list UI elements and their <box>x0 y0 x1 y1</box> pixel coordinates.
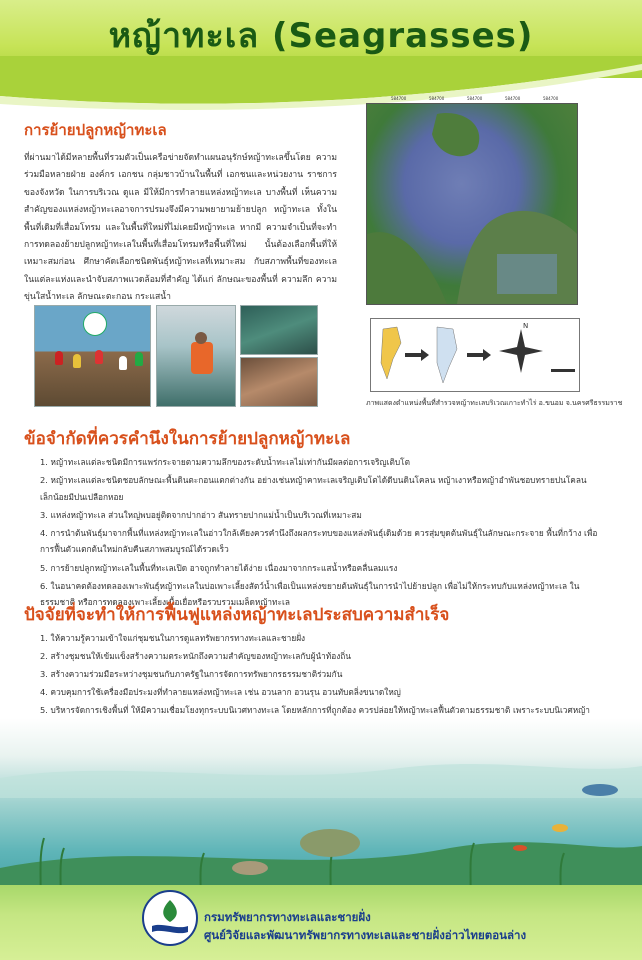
satellite-map <box>366 103 578 305</box>
list-item: 2. หญ้าทะเลแต่ละชนิดชอบลักษณะพื้นดินตะกอนแตกต่างกัน อย่างเช่นหญ้าคาทะเลเจริญเติบโตได้ดีบนดินโคลน หญ้าเงาหรือหญ้าอำพันชอบทรายปนโคลน เล็กน้อยมีปนเปลือกหอย <box>40 475 587 502</box>
location-inset-map <box>370 318 580 392</box>
list-item: 3. แหล่งหญ้าทะเล ส่วนใหญ่พบอยู่ติดจากปากอ่าว สันทรายปากแม่น้ำเป็นบริเวณที่เหมาะสม <box>40 509 362 520</box>
map-tick-label: 584700 <box>391 96 407 101</box>
list-item: 5. บริหารจัดการเชิงพื้นที่ ให้มีความเชื่อมโยงทุกระบบนิเวศทางทะเล โดยหลักการที่ถูกต้อง ควรปล่อยให้หญ้าทะเลฟื้นตัวตามธรรมชาติ เพราะระบบนิเวศหญ้า <box>40 705 590 716</box>
turtle-shape <box>300 829 360 857</box>
map-tick-label: 584700 <box>467 96 483 101</box>
section-heading-success-factors: ปัจจัยที่จะทำให้การฟื้นฟูแหล่งหญ้าทะเลประสบความสำเร็จ <box>24 605 450 625</box>
list-item: 4. ควบคุมการใช้เครื่องมือประมงที่ทำลายแหล่งหญ้าทะเล เช่น อวนลาก อวนรุน อวนทับตลิ่งขนาดใหญ่ <box>40 687 401 698</box>
dolphin-shape <box>582 784 618 796</box>
department-logo <box>142 890 198 946</box>
section-heading-transplant: การย้ายปลูกหญ้าทะเล <box>24 121 167 139</box>
org-name-line2: ศูนย์วิจัยและพัฒนาทรัพยากรทางทะเลและชายฝั่งอ่าวไทยตอนล่าง <box>204 928 527 942</box>
seagrass-bed-photo <box>240 305 318 355</box>
seagrass-in-hand-photo <box>240 357 318 407</box>
transplant-paragraph: ที่ผ่านมาได้มีหลายพื้นที่รวมตัวเป็นเครือข่ายจัดทำแผนอนุรักษ์หญ้าทะเลขึ้นโดย ความร่วมมือหลายฝ่าย องค์กร เอกชน กลุ่มชาวบ้านในพื้นที่ เอกชนและหน่วยงาน ราชการของจังหวัด ในการบริเวณ ดูแล มีให้มีการทำลายแหล่งหญ้าทะเล บางพื้นที่ เห็นความสำคัญของแหล่งหญ้าทะเลอาจการปรมงจึงมีความพยายามย้ายปลูก หญ้าทะเล ทั้งในพื้นที่เดิมที่เสื่อมโทรม และในพื้นที่ใหม่ที่ไม่เคยมีหญ้าทะเล หากมี ความจำเป็นที่จะทำ การทดลองย้ายปลูกหญ้าทะเลในพื้นที่เสื่อมโทรมหรือพื้นที่ใหม่ นั้นต้องเลือกพื้นที่ให้เหมาะสมก่อน ศึกษาคัดเลือกชนิดพันธุ์หญ้าทะเลที่เหมาะสม กับสภาพพื้นที่ของทะเล ในแต่ละแห่งและนำจับสภาพแวดล้อมที่สำคัญ ได้แก่ ลักษณะของพื้นที่ ความลึก ความขุ่นใสน้ำทะเล ลักษณะตะกอน กระแสน้ำ <box>24 153 337 303</box>
page-title: หญ้าทะเล (Seagrasses) <box>108 16 534 56</box>
map-tick-label: 584700 <box>505 96 521 101</box>
list-item: 5. การย้ายปลูกหญ้าทะเลในพื้นที่ทะเลเปิด อาจถูกทำลายได้ง่าย เนื่องมาจากกระแสน้ำหรือคลื่นลมแรง <box>40 562 398 573</box>
underwater-scene-illustration <box>0 718 642 908</box>
map-tick-label: 584700 <box>429 96 445 101</box>
section-heading-limitations: ข้อจำกัดที่ควรคำนึงในการย้ายปลูกหญ้าทะเล <box>24 429 351 449</box>
list-item: 4. การนำต้นพันธุ์มาจากพื้นที่แหล่งหญ้าทะเลในอ่าวใกล้เคียงควรคำนึงถึงผลกระทบของแหล่งพันธุ์เดิมด้วย ควรสุ่มขุดต้นพันธุ์ในลักษณะกระจาย พื้นที่กว้าง เพื่อการฟื้นตัวแตกต้นใหม่กลับคืนสภาพสมบูรณ์ได้รวดเร็ว <box>40 527 598 555</box>
diver-photo <box>156 305 236 407</box>
compass-north-label: N <box>523 322 529 330</box>
org-name-line1: กรมทรัพยากรทางทะเลและชายฝั่ง <box>204 910 371 924</box>
map-caption: ภาพแสดงตำแหน่งพื้นที่สำรวจหญ้าทะเลบริเวณเกาะทำไร่ อ.ขนอม จ.นครศรีธรรมราช <box>366 399 623 407</box>
map-tick-label: 584700 <box>543 96 559 101</box>
list-item: 3. สร้างความร่วมมือระหว่างชุมชนกับภาครัฐในการจัดการทรัพยากรธรรมชาติร่วมกัน <box>40 669 343 680</box>
list-item: 1. ให้ความรู้ความเข้าใจแก่ชุมชนในการดูแลทรัพยากรทางทะเลและชายฝั่ง <box>40 633 306 643</box>
community-planting-photo <box>34 305 151 407</box>
limitations-list <box>40 454 600 612</box>
list-item: 2. สร้างชุมชนให้เข้มแข็งสร้างความตระหนักถึงความสำคัญของหญ้าทะเลกับผู้นำท้องถิ่น <box>40 651 351 662</box>
list-item: 6. ในอนาคตต้องทดลองเพาะพันธุ์หญ้าทะเลในบ่อเพาะเลี้ยงสัตว์น้ำเพื่อเป็นแหล่งขยายต้นพันธุ์ในการนำไปย้ายปลูก เพื่อไม่ให้กระทบกับแหล่งหญ้าทะเล ในธรรมชาติ หรือการทดลองเพาะเลี้ยงเนื้อเยื่อหรือรวบรวมเมล็ดหญ้าทะเล <box>40 580 580 608</box>
list-item: 1. หญ้าทะเลแต่ละชนิดมีการแพร่กระจายตามความลึกของระดับน้ำทะเลไม่เท่ากันมีผลต่อการเจริญเติบโต <box>40 457 410 467</box>
